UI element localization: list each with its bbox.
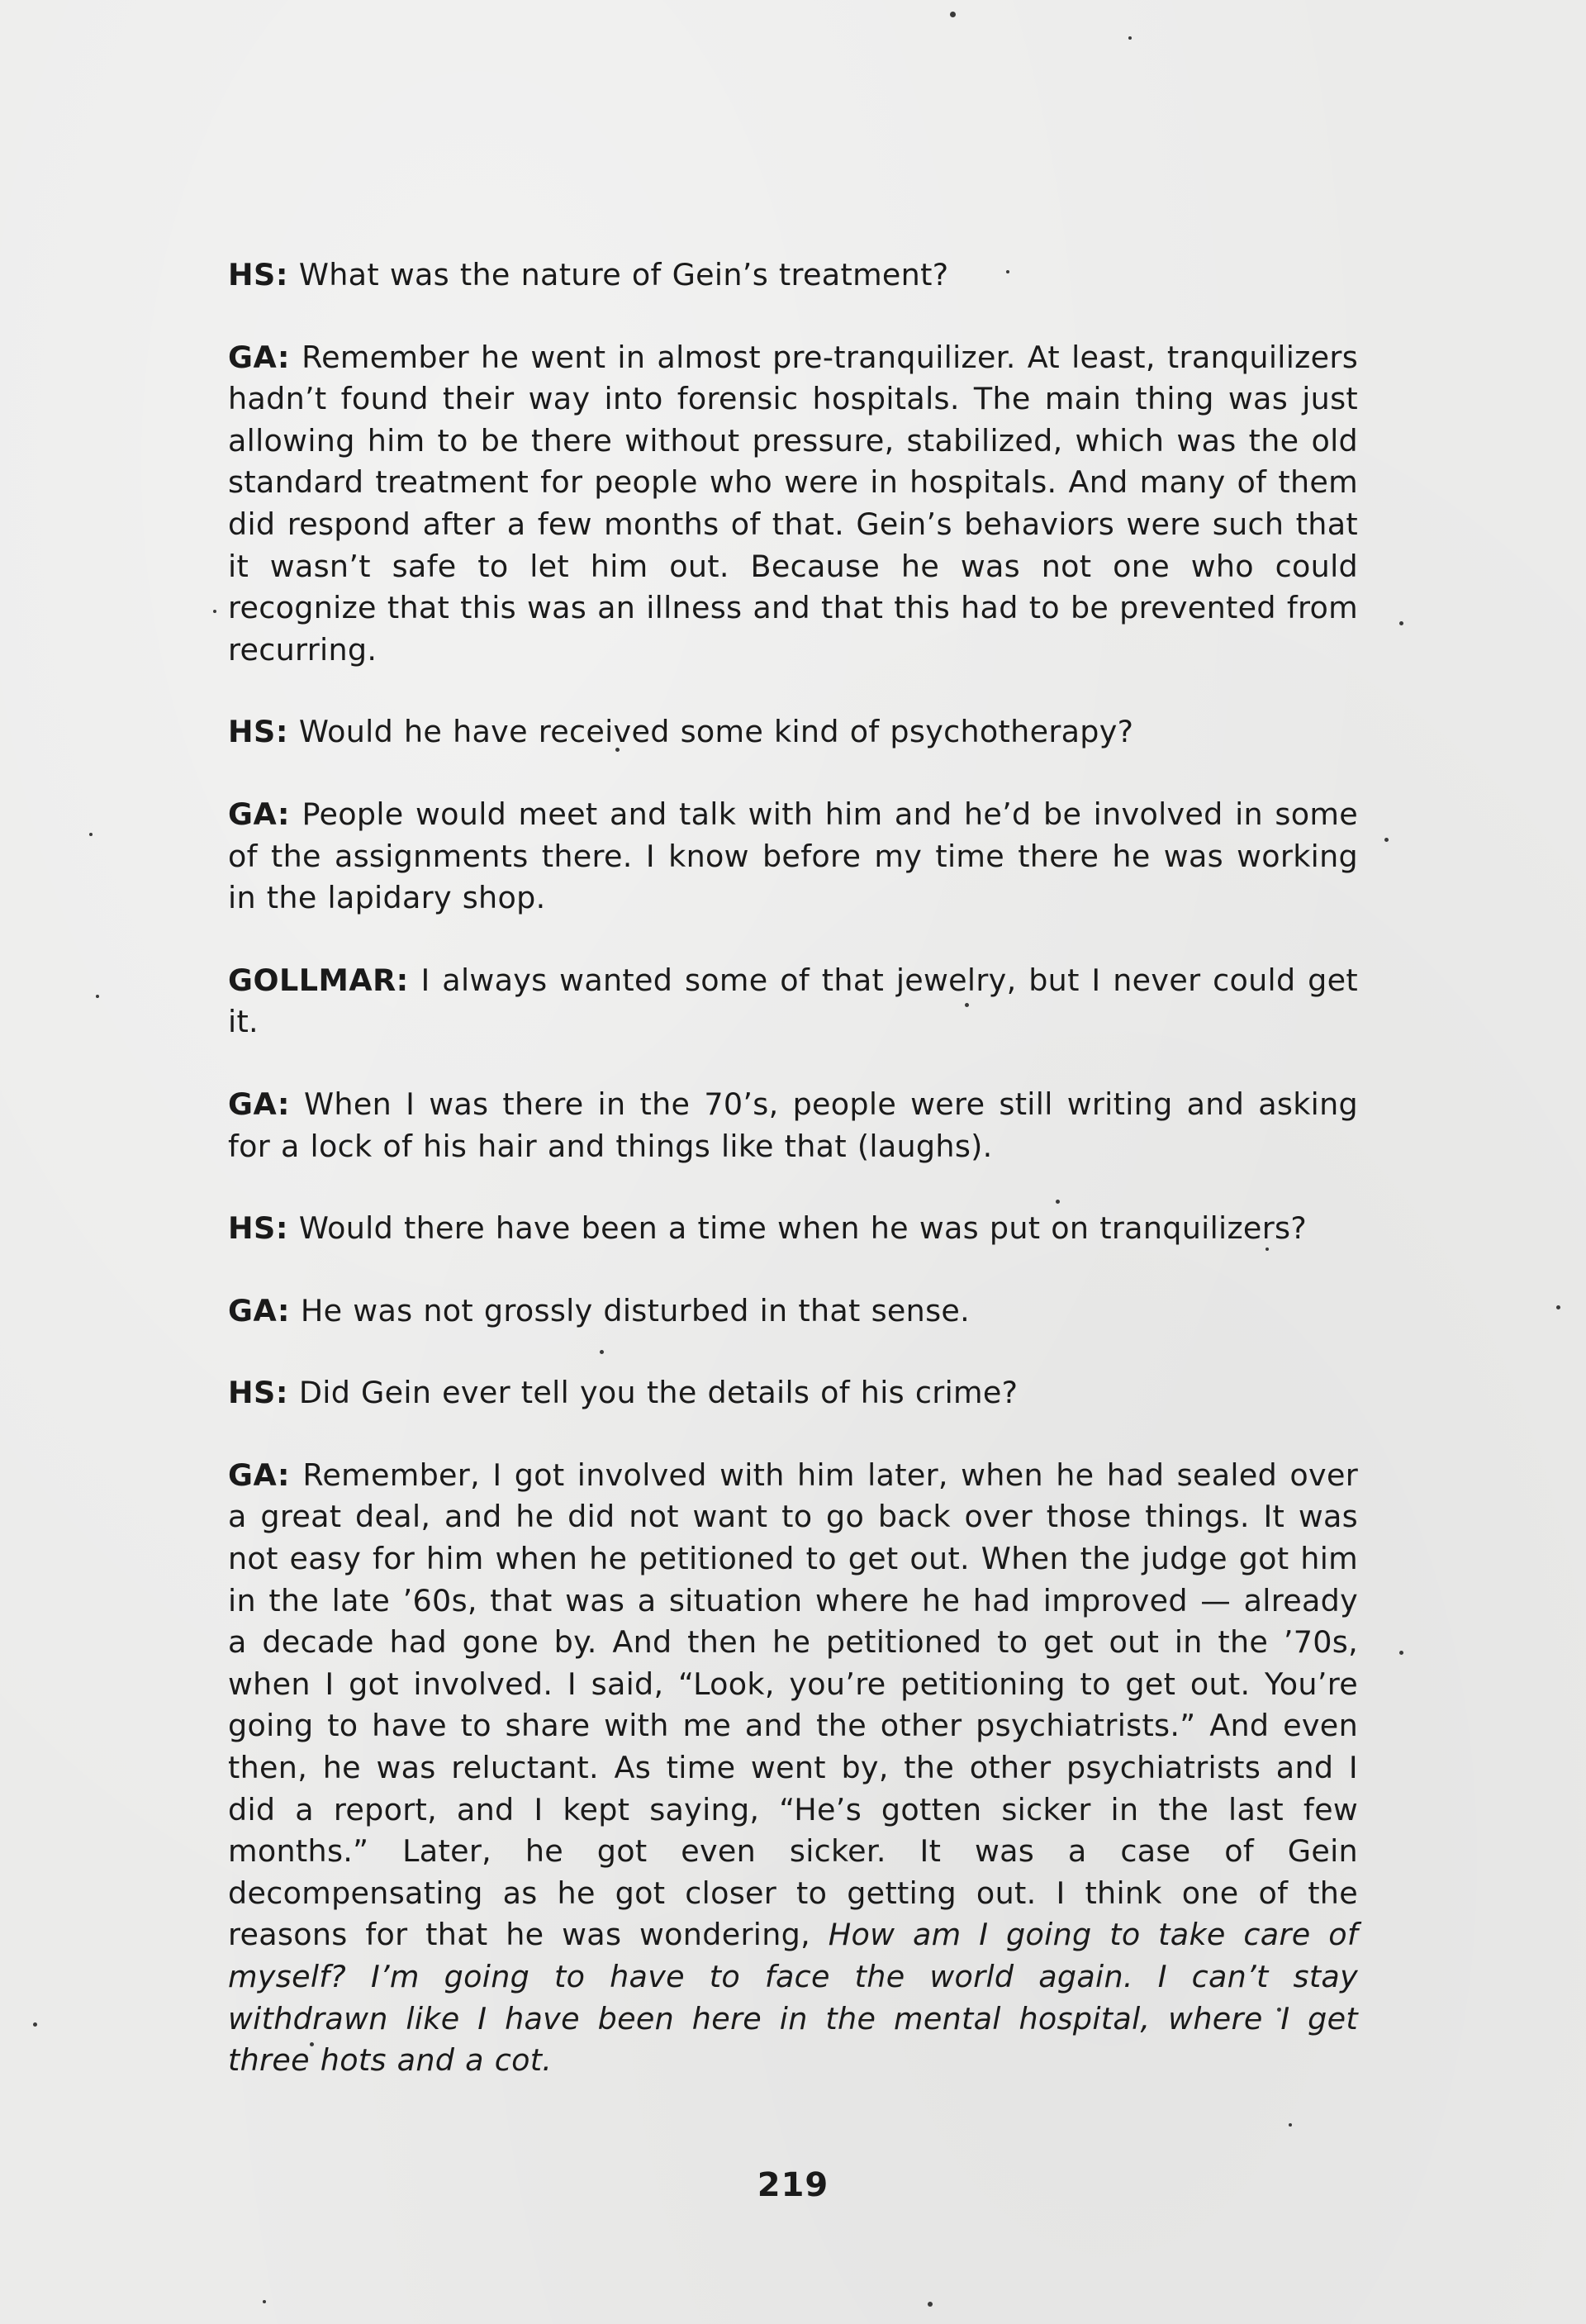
entry-ga-treatment-answer	[228, 337, 1358, 672]
entry-ga-70s-letters	[228, 1084, 1358, 1167]
entry-hs-tranquilizers-question	[228, 1208, 1358, 1250]
paper-speck	[1399, 621, 1403, 625]
paper-speck	[89, 833, 93, 836]
paper-speck	[928, 2302, 933, 2307]
paper-speck	[950, 12, 956, 17]
entry-text: He was not grossly disturbed in that sense.	[300, 1292, 971, 1328]
entry-text: People would meet and talk with him and he’d be involved in some of the assignments there. I know before my time there he was working in the lapidary shop.	[228, 796, 1358, 916]
speaker-label: HS:	[228, 257, 288, 292]
paper-speck	[33, 2022, 37, 2027]
entry-hs-crime-details-question	[228, 1372, 1358, 1414]
entry-hs-treatment-question	[228, 254, 1358, 297]
entry-text: What was the nature of Gein’s treatment?	[298, 257, 949, 292]
page-number: 219	[757, 2166, 829, 2204]
speaker-label: GA:	[228, 1457, 290, 1493]
entry-text: When I was there in the 70’s, people were still writing and asking for a lock of his hair and things like that (laughs).	[228, 1086, 1358, 1164]
entry-ga-psychotherapy-answer	[228, 794, 1358, 920]
paper-speck	[1556, 1305, 1560, 1309]
paper-speck	[1128, 36, 1132, 40]
speaker-label: GA:	[228, 796, 290, 832]
entry-ga-crime-details-answer	[228, 1455, 1358, 2082]
speaker-label: GA:	[228, 1086, 290, 1122]
entry-text: Would he have received some kind of psychotherapy?	[298, 714, 1134, 750]
speaker-label: GOLLMAR:	[228, 962, 409, 998]
entry-text: Would there have been a time when he was put on tranquilizers?	[298, 1210, 1307, 1247]
entry-italic-thought: How am I going to take care of myself? I’m going to have to face the world again. I can’t stay withdrawn like I have been here in the mental hospital, where I get three hots and a cot.	[228, 1917, 1358, 2079]
speaker-label: GA:	[228, 339, 290, 375]
speaker-label: HS:	[228, 714, 288, 750]
paper-speck	[96, 995, 99, 998]
paper-speck	[1289, 2123, 1292, 2127]
paper-speck	[1384, 838, 1389, 842]
entry-gollmar-jewelry	[228, 960, 1358, 1043]
paper-speck	[1399, 1651, 1403, 1655]
entry-text: I always wanted some of that jewelry, but I never could get it.	[228, 962, 1359, 1040]
speaker-label: HS:	[228, 1210, 288, 1247]
entry-hs-psychotherapy-question	[228, 711, 1358, 753]
speaker-label: HS:	[228, 1375, 288, 1411]
entry-text: Remember he went in almost pre-tranquilizer. At least, tranquilizers hadn’t found their way into forensic hospitals. The main thing was just allowing him to be there without pressure, stabilized, which was the old standard treatment for people who were in hospitals. And many of them did respond after a few months of that. Gein’s behaviors were such that it wasn’t safe to let him out. Because he was not one who could recognize that this was an illness and that this had to be prevented from recurring.	[228, 339, 1359, 668]
speaker-label: GA:	[228, 1292, 290, 1328]
interview-transcript	[228, 254, 1358, 2122]
entry-text: Remember, I got involved with him later, when he had sealed over a great deal, and he did not want to go back over those things. It was not easy for him when he petitioned to get out. When the judge got him in the late ’60s, that was a situation where he had improved — already a decade had gone by. And then he petitioned to get out in the ’70s, when I got involved. I said, “Look, you’re petitioning to get out. You’re going to have to share with me and the other psychiatrists.” And even then, he was reluctant. As time went by, the other psychiatrists and I did a report, and I kept saying, “He’s gotten sicker in the last few months.” Later, he got even sicker. It was a case of Gein decompensating as he got closer to getting out. I think one of the reasons for that he was wondering,	[228, 1457, 1359, 1953]
entry-text: Did Gein ever tell you the details of his crime?	[298, 1375, 1019, 1411]
paper-speck	[213, 610, 216, 613]
paper-speck	[263, 2300, 266, 2303]
entry-ga-tranquilizers-answer	[228, 1290, 1358, 1333]
